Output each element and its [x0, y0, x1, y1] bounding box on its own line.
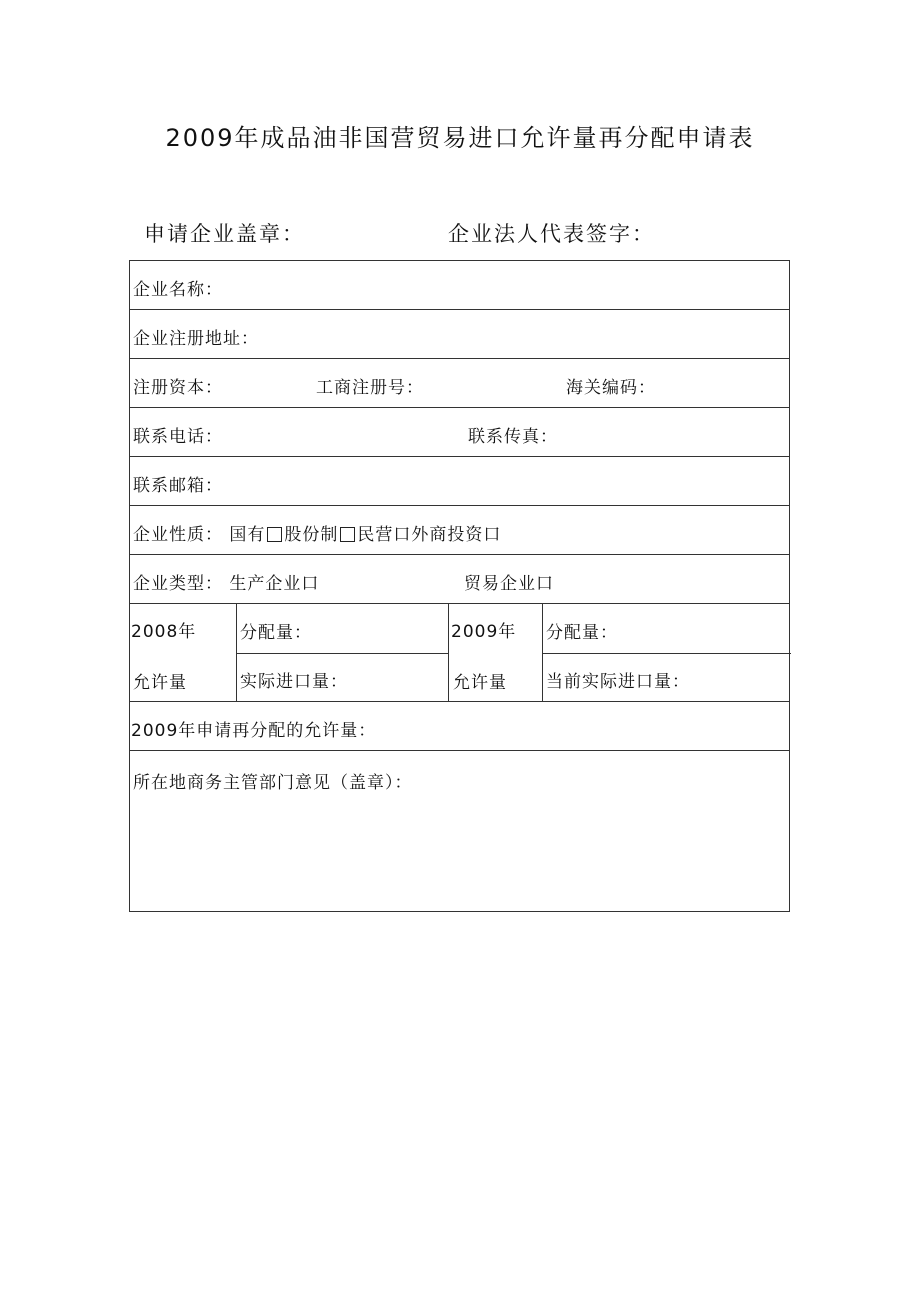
allowance-2009-label: 允许量: [453, 673, 507, 693]
row-company-nature: [130, 506, 789, 555]
row-allowance: [130, 604, 789, 702]
nature-shareholding-option: 股份制: [284, 525, 339, 545]
phone-label: 联系电话：: [133, 427, 223, 447]
form-title: 2009年成品油非国营贸易进口允许量再分配申请表: [165, 124, 755, 152]
year-2009-label: 2009年: [451, 622, 517, 642]
company-name-label: 企业名称：: [133, 280, 223, 300]
business-reg-no-label: 工商注册号：: [316, 378, 424, 398]
row-contact-phone: [130, 408, 789, 457]
company-nature-options: [133, 520, 501, 545]
company-seal-label: 申请企业盖章：: [144, 222, 305, 246]
row-company-name: [130, 261, 789, 310]
nature-state-option: 国有: [229, 525, 266, 545]
application-form-table: [129, 260, 790, 912]
nature-label: 企业性质：: [133, 525, 223, 545]
divider: [542, 653, 791, 654]
row-authority-opinion: [130, 751, 789, 911]
row-registration-info: [130, 359, 789, 408]
type-label: 企业类型：: [133, 574, 223, 594]
allocated-2009-label: 分配量：: [546, 623, 618, 643]
divider: [448, 604, 449, 702]
actual-import-2008-label: 实际进口量：: [240, 672, 348, 692]
fax-label: 联系传真：: [468, 427, 558, 447]
type-production-option: 生产企业口: [229, 574, 320, 594]
nature-foreign-option: 外商投资口: [411, 525, 502, 545]
row-reallocation-request: [130, 702, 789, 751]
row-company-type: [130, 555, 789, 604]
email-label: 联系邮箱：: [133, 476, 223, 496]
type-trade-option: 贸易企业口: [464, 574, 554, 594]
legal-rep-signature-label: 企业法人代表签字：: [448, 222, 655, 246]
authority-opinion-label: 所在地商务主管部门意见（盖章）：: [133, 773, 413, 793]
row-registered-address: [130, 310, 789, 359]
nature-private-option: 民营口: [357, 525, 412, 545]
customs-code-label: 海关编码：: [566, 378, 656, 398]
shareholding-checkbox[interactable]: [340, 527, 355, 542]
divider: [236, 653, 448, 654]
allocated-2008-label: 分配量：: [240, 623, 312, 643]
company-type-production: [133, 569, 319, 594]
allowance-2008-label: 允许量: [133, 673, 187, 693]
year-2008-label: 2008年: [131, 622, 197, 642]
reallocation-request-label: 2009年申请再分配的允许量：: [131, 721, 377, 741]
current-import-2009-label: 当前实际进口量：: [546, 672, 690, 692]
row-contact-email: [130, 457, 789, 506]
registered-capital-label: 注册资本：: [133, 378, 223, 398]
registered-address-label: 企业注册地址：: [133, 329, 259, 349]
state-owned-checkbox[interactable]: [267, 527, 282, 542]
